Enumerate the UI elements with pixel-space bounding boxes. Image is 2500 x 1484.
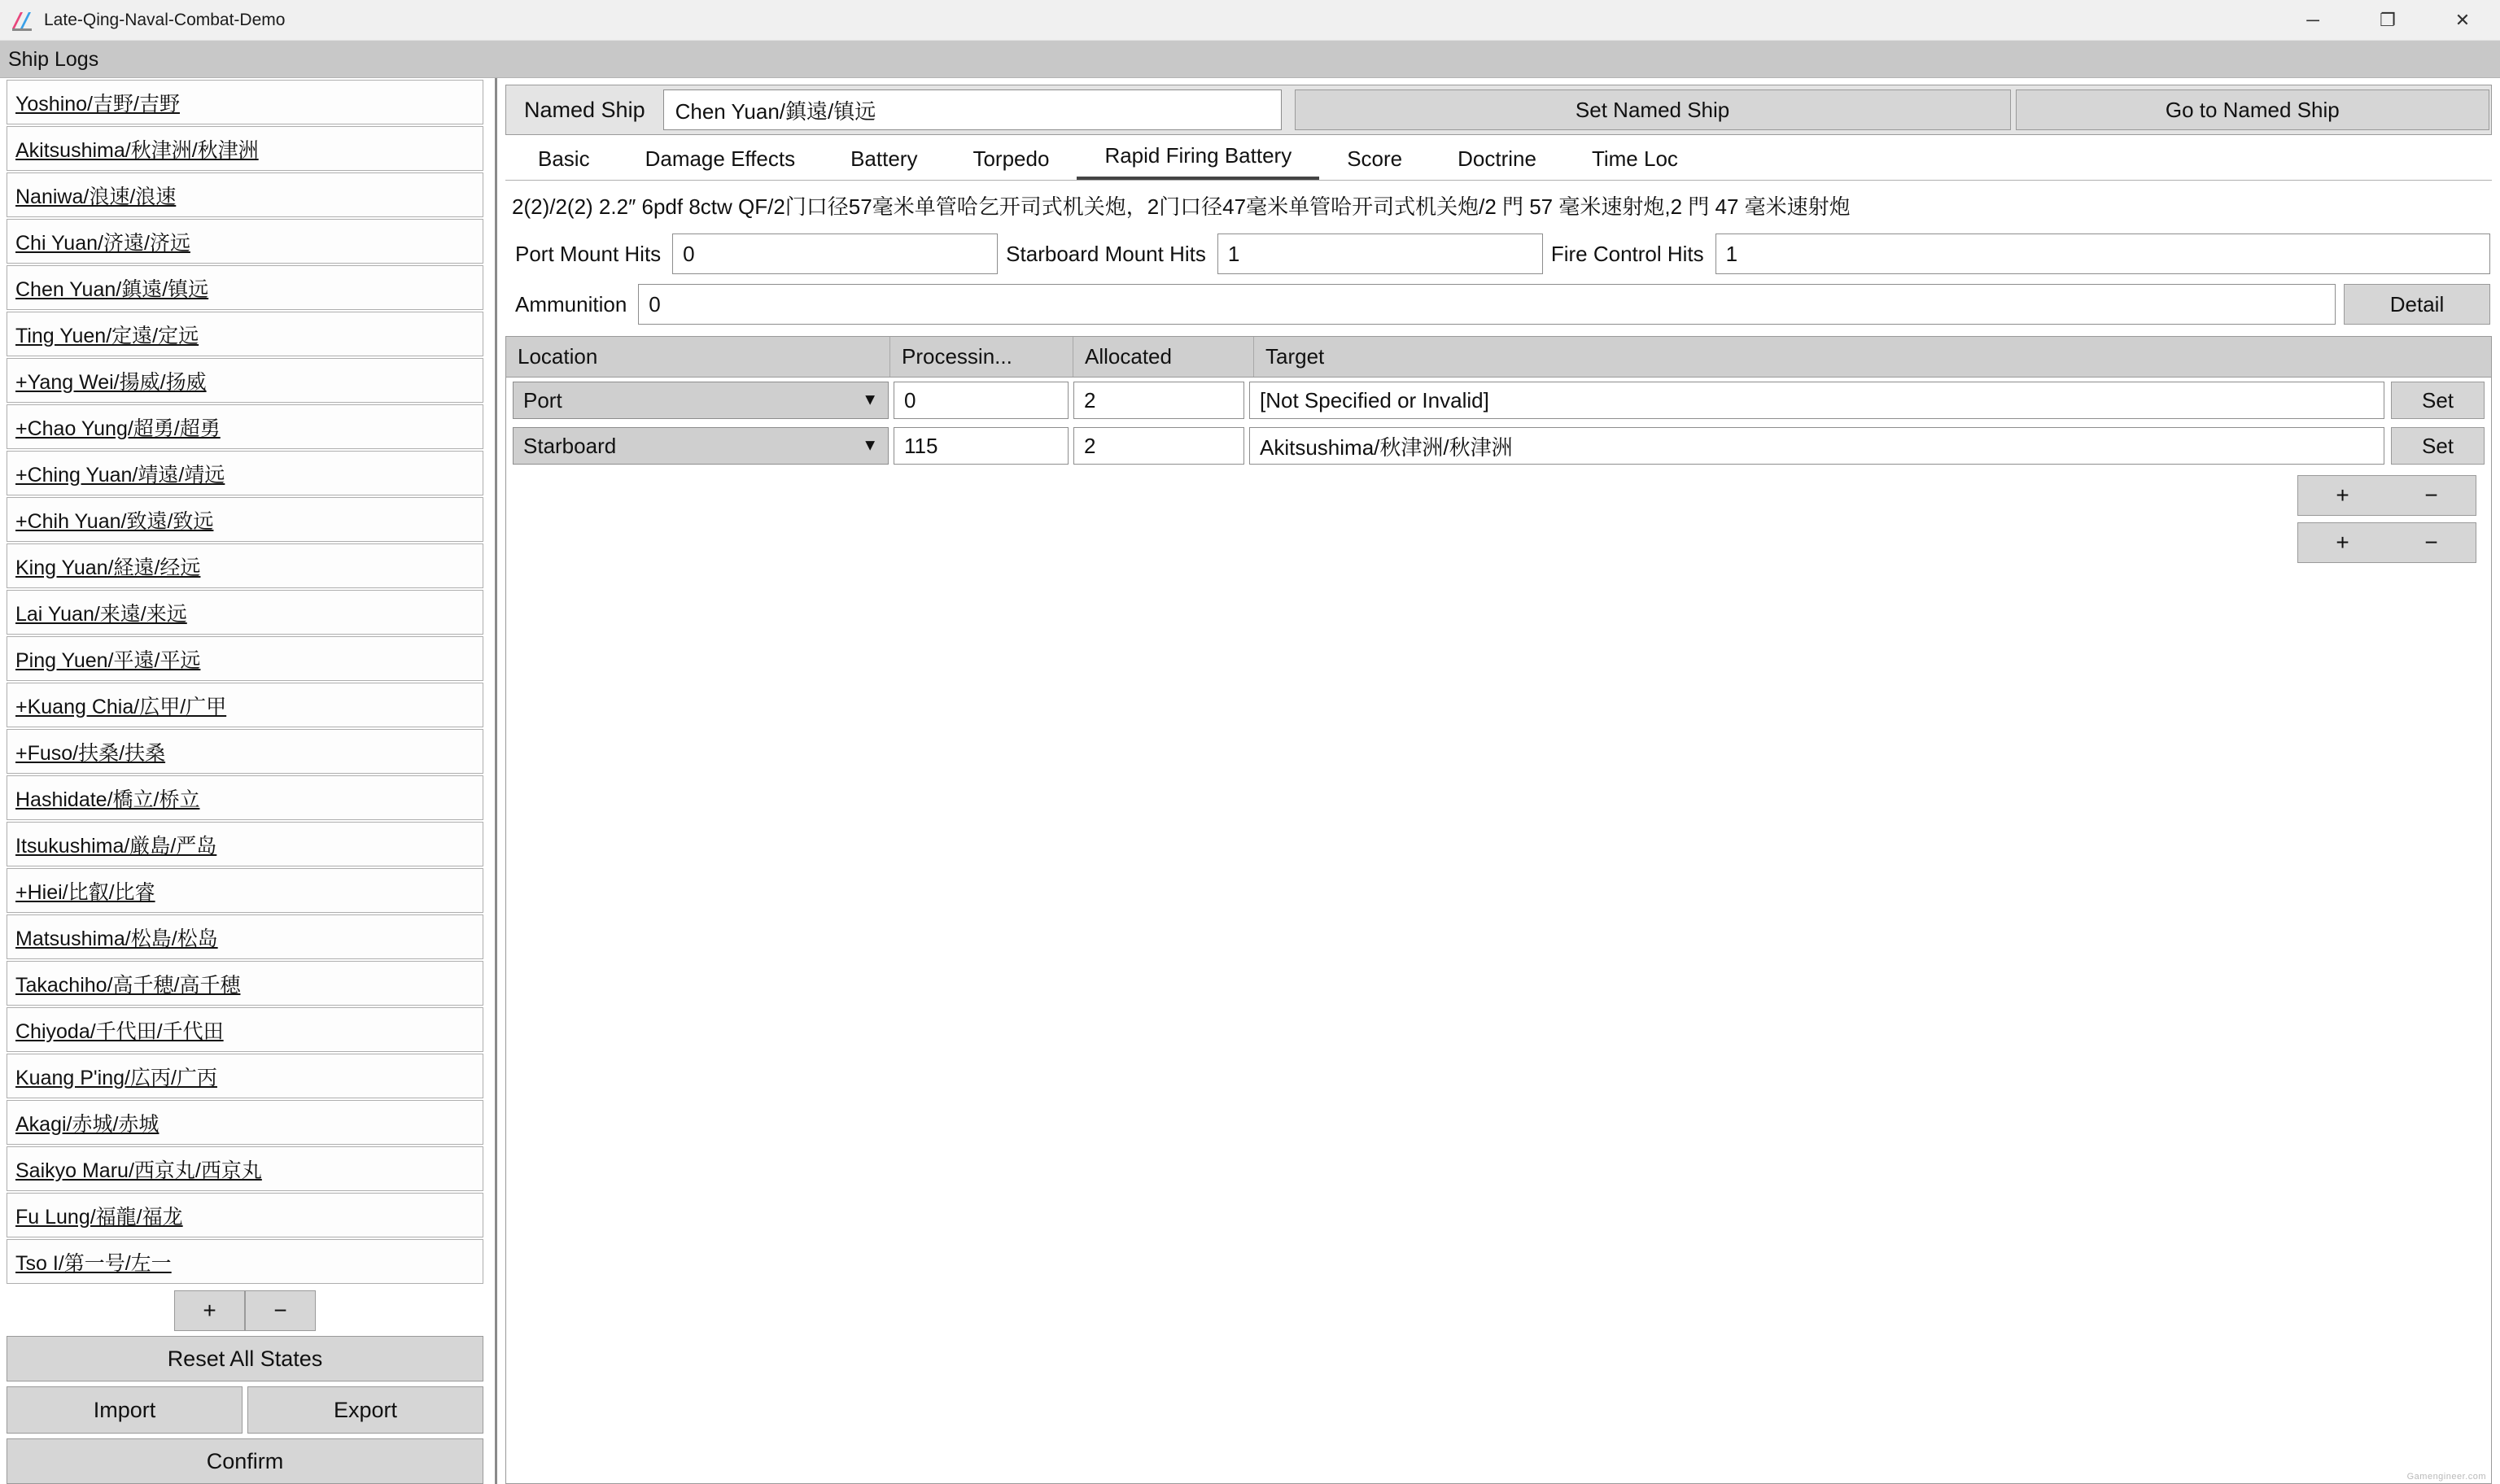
close-button[interactable]: ✕: [2454, 9, 2471, 30]
location-select[interactable]: [513, 382, 889, 419]
tab-score[interactable]: Score: [1347, 146, 1403, 171]
tab-basic[interactable]: Basic: [538, 146, 590, 171]
table-row: [506, 378, 2491, 423]
ship-list-item[interactable]: [7, 683, 483, 727]
column-header-processing: Processin...: [890, 337, 1073, 377]
target-input[interactable]: [Not Specified or Invalid]: [1249, 382, 2384, 419]
ship-list-item-label: Itsukushima/厳島/严岛: [15, 834, 217, 858]
remove-ship-button[interactable]: −: [245, 1290, 316, 1331]
column-header-target: Target: [1265, 344, 1325, 369]
ship-list-item[interactable]: [7, 1100, 483, 1145]
ship-list-item-label: +Yang Wei/揚威/扬威: [15, 370, 207, 394]
ship-list-item-label: Akagi/赤城/赤城: [15, 1112, 160, 1136]
ship-list-item-label: +Chih Yuan/致遠/致远: [15, 509, 214, 533]
ship-list-item[interactable]: [7, 543, 483, 588]
ship-list-item[interactable]: [7, 961, 483, 1006]
ship-list-item[interactable]: [7, 265, 483, 310]
ship-list-item-label: Kuang P'ing/広丙/广丙: [15, 1066, 217, 1089]
ship-list-item-label: Yoshino/吉野/吉野: [15, 92, 180, 116]
table-header: [506, 337, 2491, 378]
row-add-remove-box: [2297, 475, 2476, 516]
ship-list-item[interactable]: [7, 729, 483, 774]
ship-list-item[interactable]: [7, 1054, 483, 1098]
ship-list-item-label: Chen Yuan/鎮遠/镇远: [15, 277, 209, 301]
table-row: [506, 423, 2491, 469]
remove-allocation-button[interactable]: −: [2424, 530, 2438, 555]
fire-control-hits-label: Fire Control Hits: [1550, 241, 1704, 266]
tab-time-loc[interactable]: Time Loc: [1591, 146, 1678, 171]
ship-list: [2, 78, 488, 1285]
fire-control-hits-input[interactable]: 1: [1715, 234, 2490, 274]
tab-doctrine[interactable]: Doctrine: [1458, 146, 1536, 171]
export-button[interactable]: Export: [247, 1386, 483, 1434]
set-named-ship-button[interactable]: Set Named Ship: [1295, 89, 2011, 130]
ship-list-item[interactable]: [7, 775, 483, 820]
ship-list-item-label: Ping Yuen/平遠/平远: [15, 648, 201, 672]
ship-list-item-label: +Chao Yung/超勇/超勇: [15, 417, 221, 440]
confirm-button[interactable]: Confirm: [7, 1438, 483, 1484]
row-add-remove-group: [506, 475, 2491, 516]
chevron-down-icon: ▼: [862, 391, 878, 409]
tab-rapid-firing-battery[interactable]: Rapid Firing Battery: [1077, 134, 1319, 180]
ship-list-item[interactable]: [7, 868, 483, 913]
ammunition-label: Ammunition: [515, 291, 627, 316]
ship-list-item[interactable]: [7, 822, 483, 866]
tab-damage-effects[interactable]: Damage Effects: [645, 146, 796, 171]
column-header-location: Location: [506, 337, 890, 377]
tab-torpedo[interactable]: Torpedo: [972, 146, 1050, 171]
ship-list-item-label: +Ching Yuan/靖遠/靖远: [15, 463, 225, 487]
ship-list-item[interactable]: [7, 1239, 483, 1284]
table-body: [506, 378, 2491, 469]
ship-list-item[interactable]: [7, 358, 483, 403]
ship-list-item[interactable]: [7, 1007, 483, 1052]
ammunition-input[interactable]: 0: [638, 284, 2336, 325]
ship-list-item-label: +Fuso/扶桑/扶桑: [15, 741, 166, 765]
set-target-button[interactable]: Set: [2391, 427, 2485, 465]
ship-list-item[interactable]: [7, 497, 483, 542]
location-select[interactable]: [513, 427, 889, 465]
allocated-input[interactable]: 2: [1073, 427, 1244, 465]
ship-list-item-label: Saikyo Maru/西京丸/西京丸: [15, 1159, 262, 1182]
ship-list-item[interactable]: [7, 590, 483, 635]
battery-description: 2(2)/2(2) 2.2″ 6pdf 8ctw QF/2门口径57毫米单管哈乞开司式机关炮，2门口径47毫米单管哈开司式机关炮/2 門 57 毫米速射炮,2 門 47 毫米速射炮: [512, 194, 1851, 219]
add-ship-button[interactable]: +: [174, 1290, 245, 1331]
remove-allocation-button[interactable]: −: [2424, 482, 2438, 508]
menu-item-ship-logs[interactable]: Ship Logs: [8, 47, 99, 71]
column-header-allocated: Allocated: [1073, 337, 1254, 377]
ship-list-item-label: Takachiho/高千穂/高千穂: [15, 973, 241, 997]
window-controls: [2275, 0, 2500, 40]
ship-list-item-label: King Yuan/経遠/经远: [15, 556, 201, 579]
ship-list-item[interactable]: [7, 312, 483, 356]
import-button[interactable]: Import: [7, 1386, 243, 1434]
named-ship-label: Named Ship: [524, 97, 645, 122]
detail-panel: [497, 78, 2500, 1484]
ship-list-item[interactable]: [7, 80, 483, 124]
location-select-value: Port: [523, 387, 562, 412]
app-icon: [10, 8, 34, 33]
port-mount-hits-label: Port Mount Hits: [515, 241, 662, 266]
ship-list-item-label: Chi Yuan/济遠/济远: [15, 231, 190, 255]
reset-all-states-button[interactable]: Reset All States: [7, 1336, 483, 1381]
main-content: [0, 78, 2500, 1484]
ship-list-item[interactable]: [7, 636, 483, 681]
port-mount-hits-input[interactable]: 0: [672, 234, 998, 274]
maximize-button[interactable]: ❐: [2380, 9, 2396, 30]
starboard-mount-hits-input[interactable]: 1: [1217, 234, 1543, 274]
ship-list-item[interactable]: [7, 219, 483, 264]
ship-list-item[interactable]: [7, 914, 483, 959]
ship-list-item[interactable]: [7, 172, 483, 217]
window-titlebar: [0, 0, 2500, 41]
import-export-row: [7, 1386, 483, 1434]
ship-list-item[interactable]: [7, 1193, 483, 1237]
hits-row: [505, 229, 2492, 279]
add-allocation-button[interactable]: +: [2336, 530, 2349, 555]
target-input[interactable]: Akitsushima/秋津洲/秋津洲: [1249, 427, 2384, 465]
ship-list-item-label: Matsushima/松島/松岛: [15, 927, 218, 950]
tab-bar: [505, 135, 2492, 181]
window-title: Late-Qing-Naval-Combat-Demo: [44, 10, 286, 29]
detail-button[interactable]: Detail: [2344, 284, 2490, 325]
row-add-remove-group: [506, 522, 2491, 563]
row-add-remove-box: [2297, 522, 2476, 563]
tab-battery[interactable]: Battery: [850, 146, 918, 171]
ship-list-item-label: Akitsushima/秋津洲/秋津洲: [15, 138, 259, 162]
go-to-named-ship-button[interactable]: Go to Named Ship: [2016, 89, 2489, 130]
ship-list-item-label: Lai Yuan/来遠/来远: [15, 602, 187, 626]
ship-list-item[interactable]: [7, 126, 483, 171]
add-allocation-button[interactable]: +: [2336, 482, 2349, 508]
ship-list-item[interactable]: [7, 1146, 483, 1191]
ship-list-item-label: Ting Yuen/定遠/定远: [15, 324, 199, 347]
ship-list-panel: [0, 78, 497, 1484]
ship-list-item-label: Chiyoda/千代田/千代田: [15, 1019, 224, 1043]
ship-list-item-label: Tso I/第一号/左一: [15, 1251, 172, 1275]
ammunition-row: [505, 279, 2492, 330]
menu-bar: [0, 41, 2500, 78]
ship-list-item-label: Naniwa/浪速/浪速: [15, 185, 177, 208]
ship-list-add-remove: [2, 1290, 488, 1331]
allocated-input[interactable]: 2: [1073, 382, 1244, 419]
ship-list-item-label: +Hiei/比叡/比睿: [15, 880, 155, 904]
ship-list-item-label: +Kuang Chia/広甲/广甲: [15, 695, 227, 718]
minimize-button[interactable]: ─: [2306, 9, 2319, 30]
row-controls-area: [506, 469, 2491, 563]
ship-list-item[interactable]: [7, 404, 483, 449]
processing-input[interactable]: 115: [894, 427, 1069, 465]
ship-list-item-label: Fu Lung/福龍/福龙: [15, 1205, 183, 1229]
allocation-table: [505, 336, 2492, 1484]
ship-list-item-label: Hashidate/橋立/桥立: [15, 788, 200, 811]
named-ship-row: [505, 85, 2492, 135]
watermark: Gamengineer.com: [2406, 1472, 2486, 1482]
starboard-mount-hits-label: Starboard Mount Hits: [1006, 241, 1206, 266]
location-select-value: Starboard: [523, 433, 617, 458]
set-target-button[interactable]: Set: [2391, 382, 2485, 419]
named-ship-input[interactable]: Chen Yuan/鎮遠/镇远: [663, 89, 1282, 130]
chevron-down-icon: ▼: [862, 436, 878, 455]
processing-input[interactable]: 0: [894, 382, 1069, 419]
ship-list-item[interactable]: [7, 451, 483, 495]
